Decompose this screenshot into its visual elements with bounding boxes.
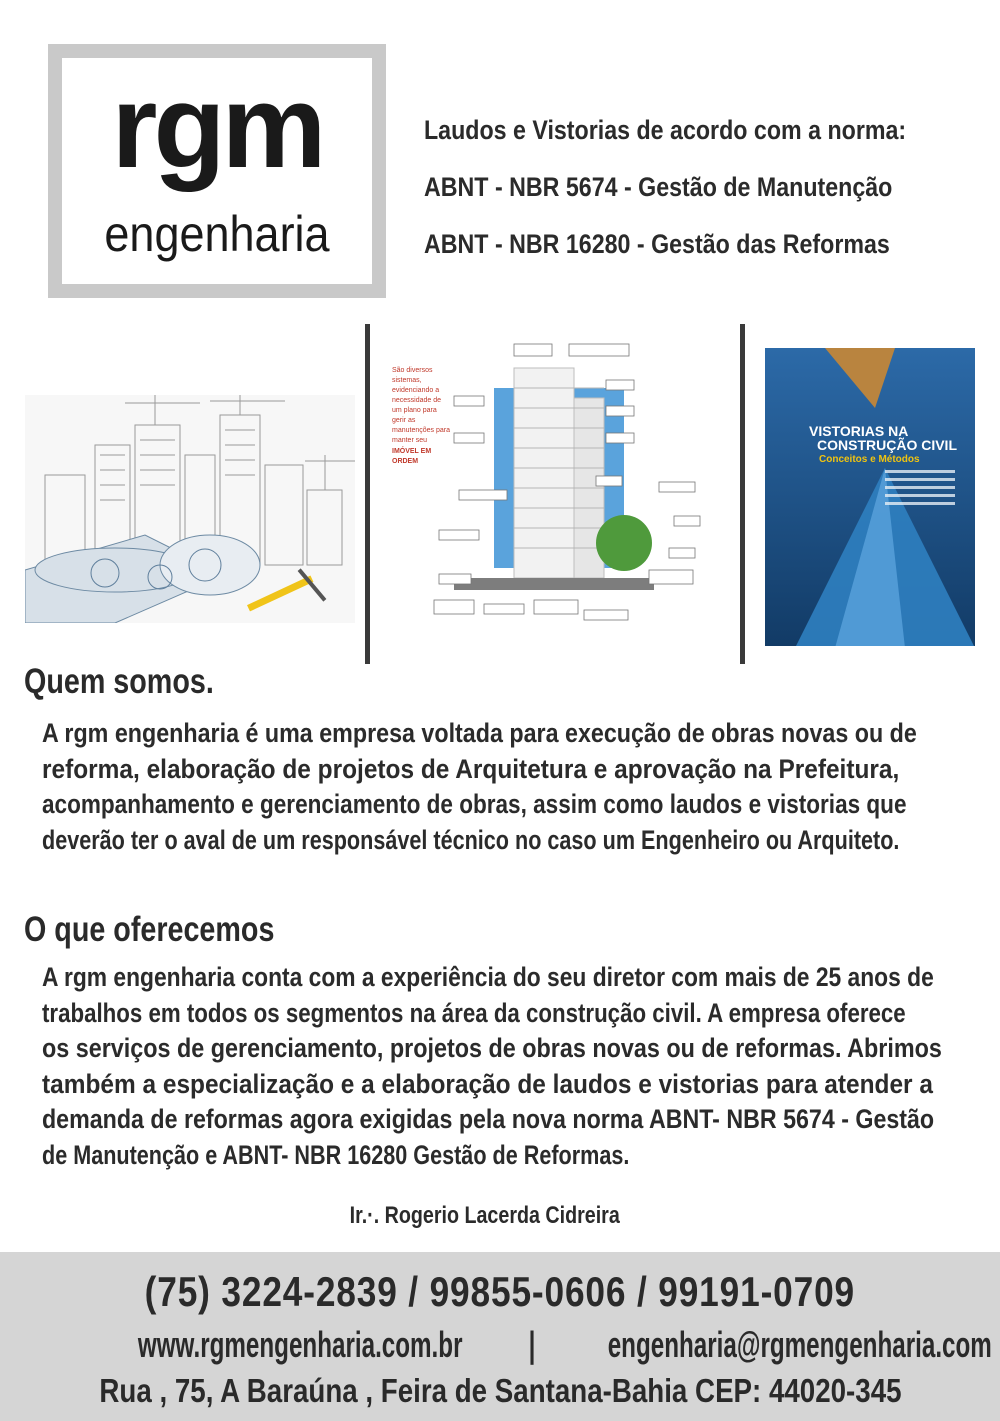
about-line-4: deverão ter o aval de um responsável técnico no caso um Engenheiro ou Arquiteto. [42, 824, 900, 855]
book-title-2: CONSTRUÇÃO CIVIL [817, 437, 957, 453]
phone-line [0, 1268, 1000, 1316]
logo-panel [62, 58, 372, 284]
web-line-content [102, 1324, 1000, 1366]
signature [0, 1202, 970, 1230]
address-line [0, 1372, 1000, 1410]
divider-left [365, 324, 370, 664]
offer-paragraph [42, 960, 962, 1173]
diagram-intro-6: gerir as [392, 417, 416, 424]
logo-subtitle: engenharia [104, 206, 330, 262]
diagram-intro-3: evidenciando a [392, 387, 440, 394]
offer-line-6: de Manutenção e ABNT- NBR 16280 Gestão de Reformas. [42, 1139, 630, 1170]
phone-numbers: (75) 3224-2839 / 99855-0606 / 99191-0709 [144, 1268, 856, 1315]
about-heading: Quem somos. [24, 662, 214, 701]
offer-line-1: A rgm engenharia conta com a experiência do seu diretor com mais de 25 anos de [42, 962, 934, 992]
contact-footer [0, 1252, 1000, 1421]
diagram-intro-5: um plano para [392, 407, 437, 414]
offer-line-3: os serviços de gerenciamento, projetos de obras novas ou de reformas. Abrimos [42, 1033, 942, 1063]
diagram-intro-2: sistemas, [392, 377, 422, 384]
book-cover-image [765, 348, 975, 646]
norms-block [424, 102, 984, 273]
company-logo [48, 44, 386, 298]
offer-heading: O que oferecemos [24, 910, 275, 949]
norm-16280: ABNT - NBR 16280 - Gestão das Reformas [424, 229, 890, 259]
about-line-3: acompanhamento e gerenciamento de obras, assim como laudos e vistorias que [42, 789, 907, 819]
offer-line-2: trabalhos em todos os segmentos na área da construção civil. A empresa oferece [42, 997, 906, 1028]
diagram-intro-bold-1: IMÓVEL EM [392, 448, 432, 455]
web-line [0, 1324, 1000, 1366]
about-line-1: A rgm engenharia é uma empresa voltada para execução de obras novas ou de [42, 718, 917, 748]
offer-line-4: também a especialização e a elaboração de laudos e vistorias para atender a [42, 1068, 933, 1099]
address-text: Rua , 75, A Baraúna , Feira de Santana-Bahia CEP: 44020-345 [98, 1372, 902, 1409]
diagram-intro-bold-2: ORDEM [392, 458, 419, 465]
book-subtitle: Conceitos e Métodos [819, 454, 920, 465]
diagram-intro-4: necessidade de [392, 397, 442, 404]
diagram-intro-7: manutenções para [392, 427, 450, 434]
book-title-1: VISTORIAS NA [809, 423, 909, 439]
norms-intro: Laudos e Vistorias de acordo com a norma: [424, 115, 907, 145]
about-line-2: reforma, elaboração de projetos de Arquitetura e aprovação na Prefeitura, [42, 753, 900, 784]
city-sketch-image [25, 395, 355, 623]
about-paragraph [42, 716, 962, 858]
diagram-intro-1: São diversos [392, 367, 433, 374]
norm-5674: ABNT - NBR 5674 - Gestão de Manutenção [424, 172, 893, 202]
signature-text: Ir.·. Rogerio Lacerda Cidreira [349, 1202, 621, 1229]
divider-right [740, 324, 745, 664]
email-link[interactable]: engenharia@rgmengenharia.com [607, 1324, 992, 1365]
offer-line-5: demanda de reformas agora exigidas pela nova norma ABNT- NBR 5674 - Gestão [42, 1104, 935, 1134]
diagram-intro-8: manter seu [392, 437, 428, 444]
contact-separator: | [528, 1324, 536, 1365]
logo-name: rgm [111, 61, 323, 193]
maintenance-diagram-image [384, 338, 724, 634]
website-link[interactable]: www.rgmengenharia.com.br [137, 1324, 463, 1365]
